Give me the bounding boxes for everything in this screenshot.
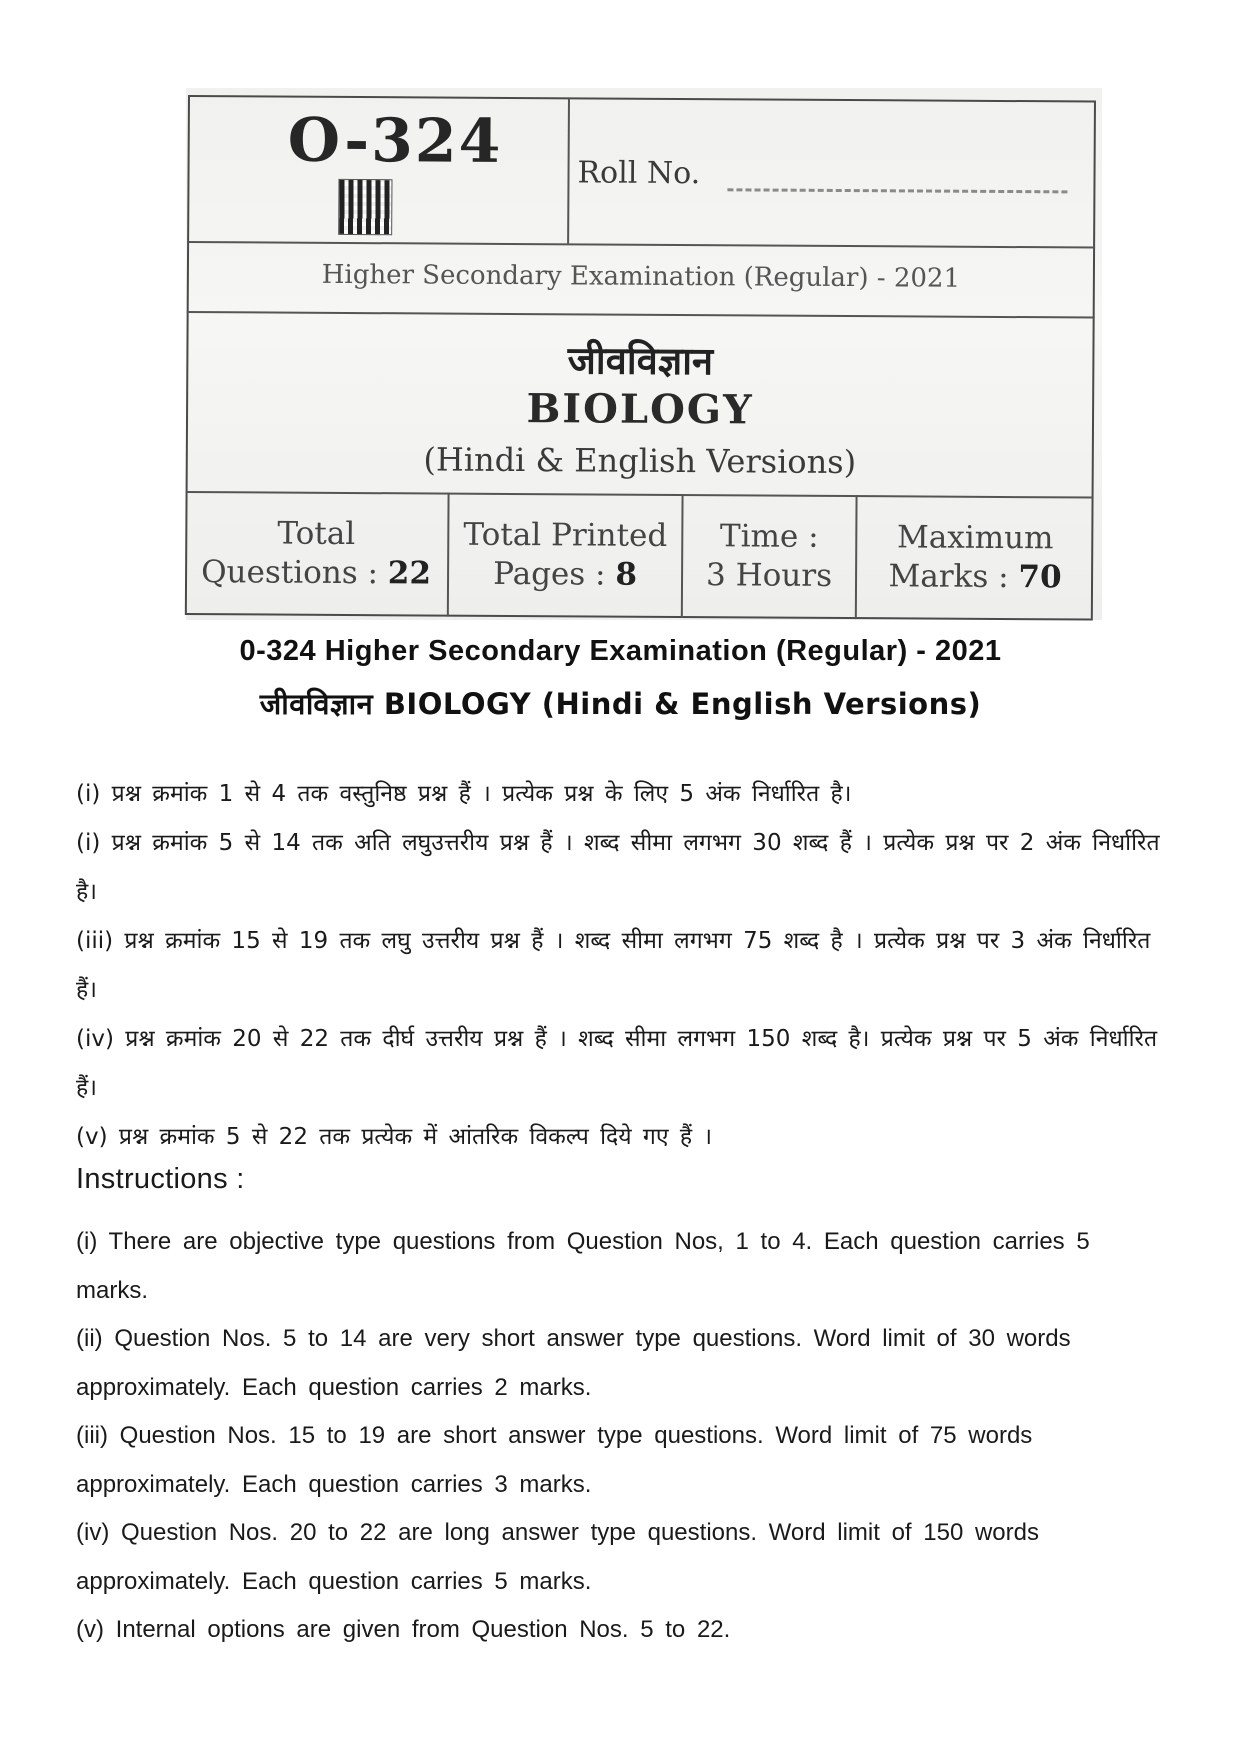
total-pages-cell [449,493,682,618]
page-heading-line2: जीवविज्ञान BIOLOGY (Hindi & English Versions) [259,687,982,721]
roll-no-blank [727,188,1067,193]
hindi-instruction-item: (iv) प्रश्न क्रमांक 20 से 22 तक दीर्घ उत्तरीय प्रश्न हैं । शब्द सीमा लगभग 150 शब्द है। प्रत्येक प्रश्न पर 5 अंक निर्धारित हैं। [76,1026,1158,1101]
pages-line [493,555,637,595]
marks-label2: Marks : [888,558,1019,596]
time-value: 3 Hours [705,557,833,594]
cover-subject-row [186,311,1095,499]
cover-exam-title: Higher Secondary Examination (Regular) - 2021 [321,259,961,294]
hindi-instruction-item: (v) प्रश्न क्रमांक 5 से 22 तक प्रत्येक में आंतरिक विकल्प दिये गए हैं । [76,1124,713,1150]
marks-line [888,557,1061,597]
english-instruction-item: (iii) Question Nos. 15 to 19 are short answer type questions. Word limit of 75 words approximately. Each question carries 3 marks. [76,1422,1033,1498]
qr-code-icon [339,180,391,234]
hindi-instruction-item: (i) प्रश्न क्रमांक 1 से 4 तक वस्तुनिष्ठ प्रश्न हैं । प्रत्येक प्रश्न के लिए 5 अंक निर्धारित है। [76,781,852,807]
cover-top-row [187,95,1096,249]
total-questions-line [201,553,431,593]
pages-label2: Pages : [493,555,616,593]
page-heading-line1: 0-324 Higher Secondary Examination (Regular) - 2021 [239,635,1002,667]
cover-exam-row [187,241,1095,319]
total-questions-value: 22 [387,555,432,592]
english-instruction-item: (ii) Question Nos. 5 to 14 are very short answer type questions. Word limit of 30 words approximately. Each question carries 2 marks. [76,1325,1071,1401]
time-cell [683,494,856,619]
marks-label: Maximum [896,519,1054,557]
roll-no-label: Roll No. [577,155,701,192]
english-instruction-item: (iv) Question Nos. 20 to 22 are long answer type questions. Word limit of 150 words approximately. Each question carries 5 marks. [76,1519,1039,1595]
max-marks-cell [857,495,1094,620]
english-instructions [76,1218,1166,1655]
english-instruction-item: (i) There are objective type questions from Question Nos, 1 to 4. Each question carries 5 marks. [76,1228,1090,1304]
total-questions-label2: Questions : [201,554,388,592]
top-row-divider [567,97,570,243]
pages-value: 8 [615,556,638,593]
hindi-instruction-item: (i) प्रश्न क्रमांक 5 से 14 तक अति लघुउत्तरीय प्रश्न हैं । शब्द सीमा लगभग 30 शब्द हैं । प्रत्येक प्रश्न पर 2 अंक निर्धारित है। [76,830,1160,905]
cover-info-row [185,491,1094,621]
paper-code: O-324 [287,105,503,177]
english-instruction-item: (v) Internal options are given from Question Nos. 5 to 22. [76,1616,731,1643]
subject-english: BIOLOGY [526,385,754,434]
total-questions-label: Total [277,515,356,553]
hindi-instructions [76,770,1166,1162]
instructions-title: Instructions : [76,1163,245,1195]
hindi-instruction-item: (iii) प्रश्न क्रमांक 15 से 19 तक लघु उत्तरीय प्रश्न हैं । शब्द सीमा लगभग 75 शब्द है । प्रत्येक प्रश्न पर 3 अंक निर्धारित हैं। [76,928,1151,1003]
subject-hindi: जीवविज्ञान [567,338,714,384]
versions-label: (Hindi & English Versions) [423,440,857,482]
time-label: Time : [719,518,819,556]
total-questions-cell [185,491,448,617]
cover-card [185,95,1096,621]
pages-label: Total Printed [463,516,668,555]
marks-value: 70 [1018,559,1062,596]
